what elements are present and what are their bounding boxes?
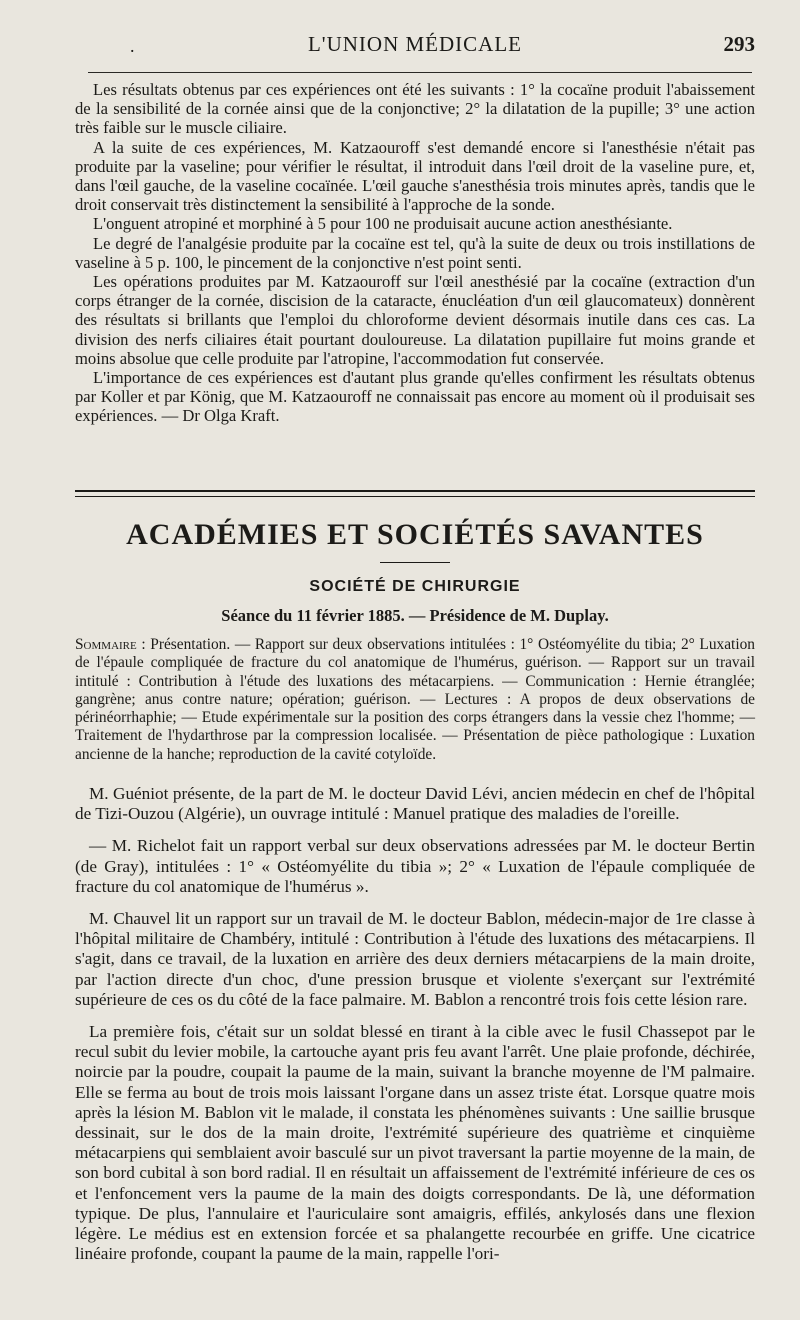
session-line: Séance du 11 février 1885. — Présidence de M. Duplay. — [221, 606, 609, 625]
summary-label: Sommaire — [75, 636, 137, 653]
header-rule — [88, 72, 752, 73]
summary-text: : Présentation. — Rapport sur deux observations intitulées : 1° Ostéomyélite du tibia; 2° Luxation de l'épaule compliquée de fracture du col anatomique de l'humérus, guérison. — Rapport sur un travail intitulé : Contribution à l'étude des luxations des métacarpiens. — Communication : Hernie étranglée; gangrène; anus contre nature; opération; guérison. — Lectures : A propos de deux observations de périnéorrhaphie; — Etude expérimentale sur la position des corps étrangers dans la vessie chez l'homme; — Traitement de l'hydarthrose par la compression localisée. — Présentation de pièce pathologique : Luxation ancienne de la hanche; reproduction de la cavité cotyloïde. — [75, 636, 755, 763]
running-header — [75, 32, 755, 62]
journal-title: L'UNION MÉDICALE — [307, 32, 522, 56]
title-underline — [380, 562, 450, 563]
paragraph: — M. Richelot fait un rapport verbal sur deux observations adressées par M. le docteur Bertin (de Gray), intitulées : 1° « Ostéomyélite du tibia »; 2° « Luxation de l'épaule compliquée de fracture du col anatomique de l'humérus ». — [75, 836, 755, 896]
paragraph: Les résultats obtenus par ces expériences ont été les suivants : 1° la cocaïne produit l'abaissement de la sensibilité de la cornée ainsi que de la conjonctive; 2° la dilatation de la pupille; 3° une action très faible sur le muscle ciliaire. — [75, 80, 755, 138]
paragraph: L'importance de ces expériences est d'autant plus grande qu'elles confirment les résultats obtenus par Koller et par König, que M. Katzaouroff ne connaissait pas encore au moment où il produisait ses expériences. — Dr Olga Kraft. — [75, 368, 755, 426]
paragraph: A la suite de ces expériences, M. Katzaouroff s'est demandé encore si l'anesthésie n'était pas produite par la vaseline; pour vérifier le résultat, il introduit dans l'œil droit de la vaseline pure, et, dans l'œil gauche, de la vaseline cocaïnée. L'œil gauche s'anesthésia trois minutes après, tandis que le droit conservait très distinctement la sensibilité à l'approche de la sonde. — [75, 137, 755, 215]
paragraph: La première fois, c'était sur un soldat blessé en tirant à la cible avec le fusil Chassepot par le recul subit du levier mobile, la cartouche ayant pris feu avant l'arrêt. Une plaie profonde, déchirée, noircie par la poudre, coupait la paume de la main, suivant la branche moyenne de l'M palmaire. Elle se ferma au bout de trois mois laissant l'organe dans un assez triste état. Lorsque quatre mois après la lésion M. Bablon vit le malade, il constata les phénomènes suivants : Une saillie brusque dessinait, sur le dos de la main droite, l'extrémité supérieure des quatrième et cinquième métacarpiens qui semblaient avoir basculé sur un pivot traversant la partie moyenne de la main, de son bord cubital à son bord radial. Il en résultait un affaissement de l'extrémité inférieure de ces os et l'enfoncement vers la paume de la main des doigts correspondants. De là, une déformation typique. De plus, l'annulaire et l'auriculaire sont amaigris, effilés, ankylosés dans une flexion légère. Le médius est en extension forcée et sa phalangette recourbée en griffe. Une cicatrice linéaire profonde, coupant la paume de la main, rappelle l'ori- — [75, 1022, 755, 1264]
paragraph: L'onguent atropiné et morphiné à 5 pour 100 ne produisait aucune action anesthésiante. — [93, 214, 673, 234]
paragraph: Les opérations produites par M. Katzaouroff sur l'œil anesthésié par la cocaïne (extraction d'un corps étranger de la cornée, discision de la cataracte, énucléation d'un œil glaucomateux) donnèrent des résultats si brillants que l'emploi du chloroforme devient désormais inutile dans ces cas. La division des nerfs ciliaires était pourtant douloureuse. La dilatation pupillaire fut moins grande et moins absolue que celle produite par l'atropine, l'accommodation fut conservée. — [75, 272, 755, 368]
paragraph: M. Chauvel lit un rapport sur un travail de M. le docteur Bablon, médecin-major de 1re classe à l'hôpital militaire de Chambéry, intitulé : Contribution à l'étude des luxations des métacarpiens. Il s'agit, dans ce travail, de la luxation en arrière des deux derniers métacarpiens de la main droite, par l'action directe d'un choc, d'une pression brusque et violente s'exerçant sur l'extrémité supérieure de ces os du côté de la face palmaire. M. Bablon a rencontré trois fois cette lésion rare. — [75, 909, 755, 1009]
header-dot: . — [130, 36, 135, 56]
section-divider — [75, 490, 755, 497]
society-heading: SOCIÉTÉ DE CHIRURGIE — [309, 578, 521, 595]
section-title: ACADÉMIES ET SOCIÉTÉS SAVANTES — [126, 518, 704, 551]
summary-block — [75, 636, 755, 764]
paragraph: Le degré de l'analgésie produite par la cocaïne est tel, qu'à la suite de deux ou trois instillations de vaseline à 5 p. 100, le pincement de la conjonctive n'est point senti. — [75, 233, 755, 272]
article-continuation — [75, 80, 755, 426]
session-report — [75, 784, 755, 1264]
page-number: 293 — [723, 32, 755, 56]
paragraph: M. Guéniot présente, de la part de M. le docteur David Lévi, ancien médecin en chef de l'hôpital de Tizi-Ouzou (Algérie), un ouvrage intitulé : Manuel pratique des maladies de l'oreille. — [75, 784, 755, 824]
